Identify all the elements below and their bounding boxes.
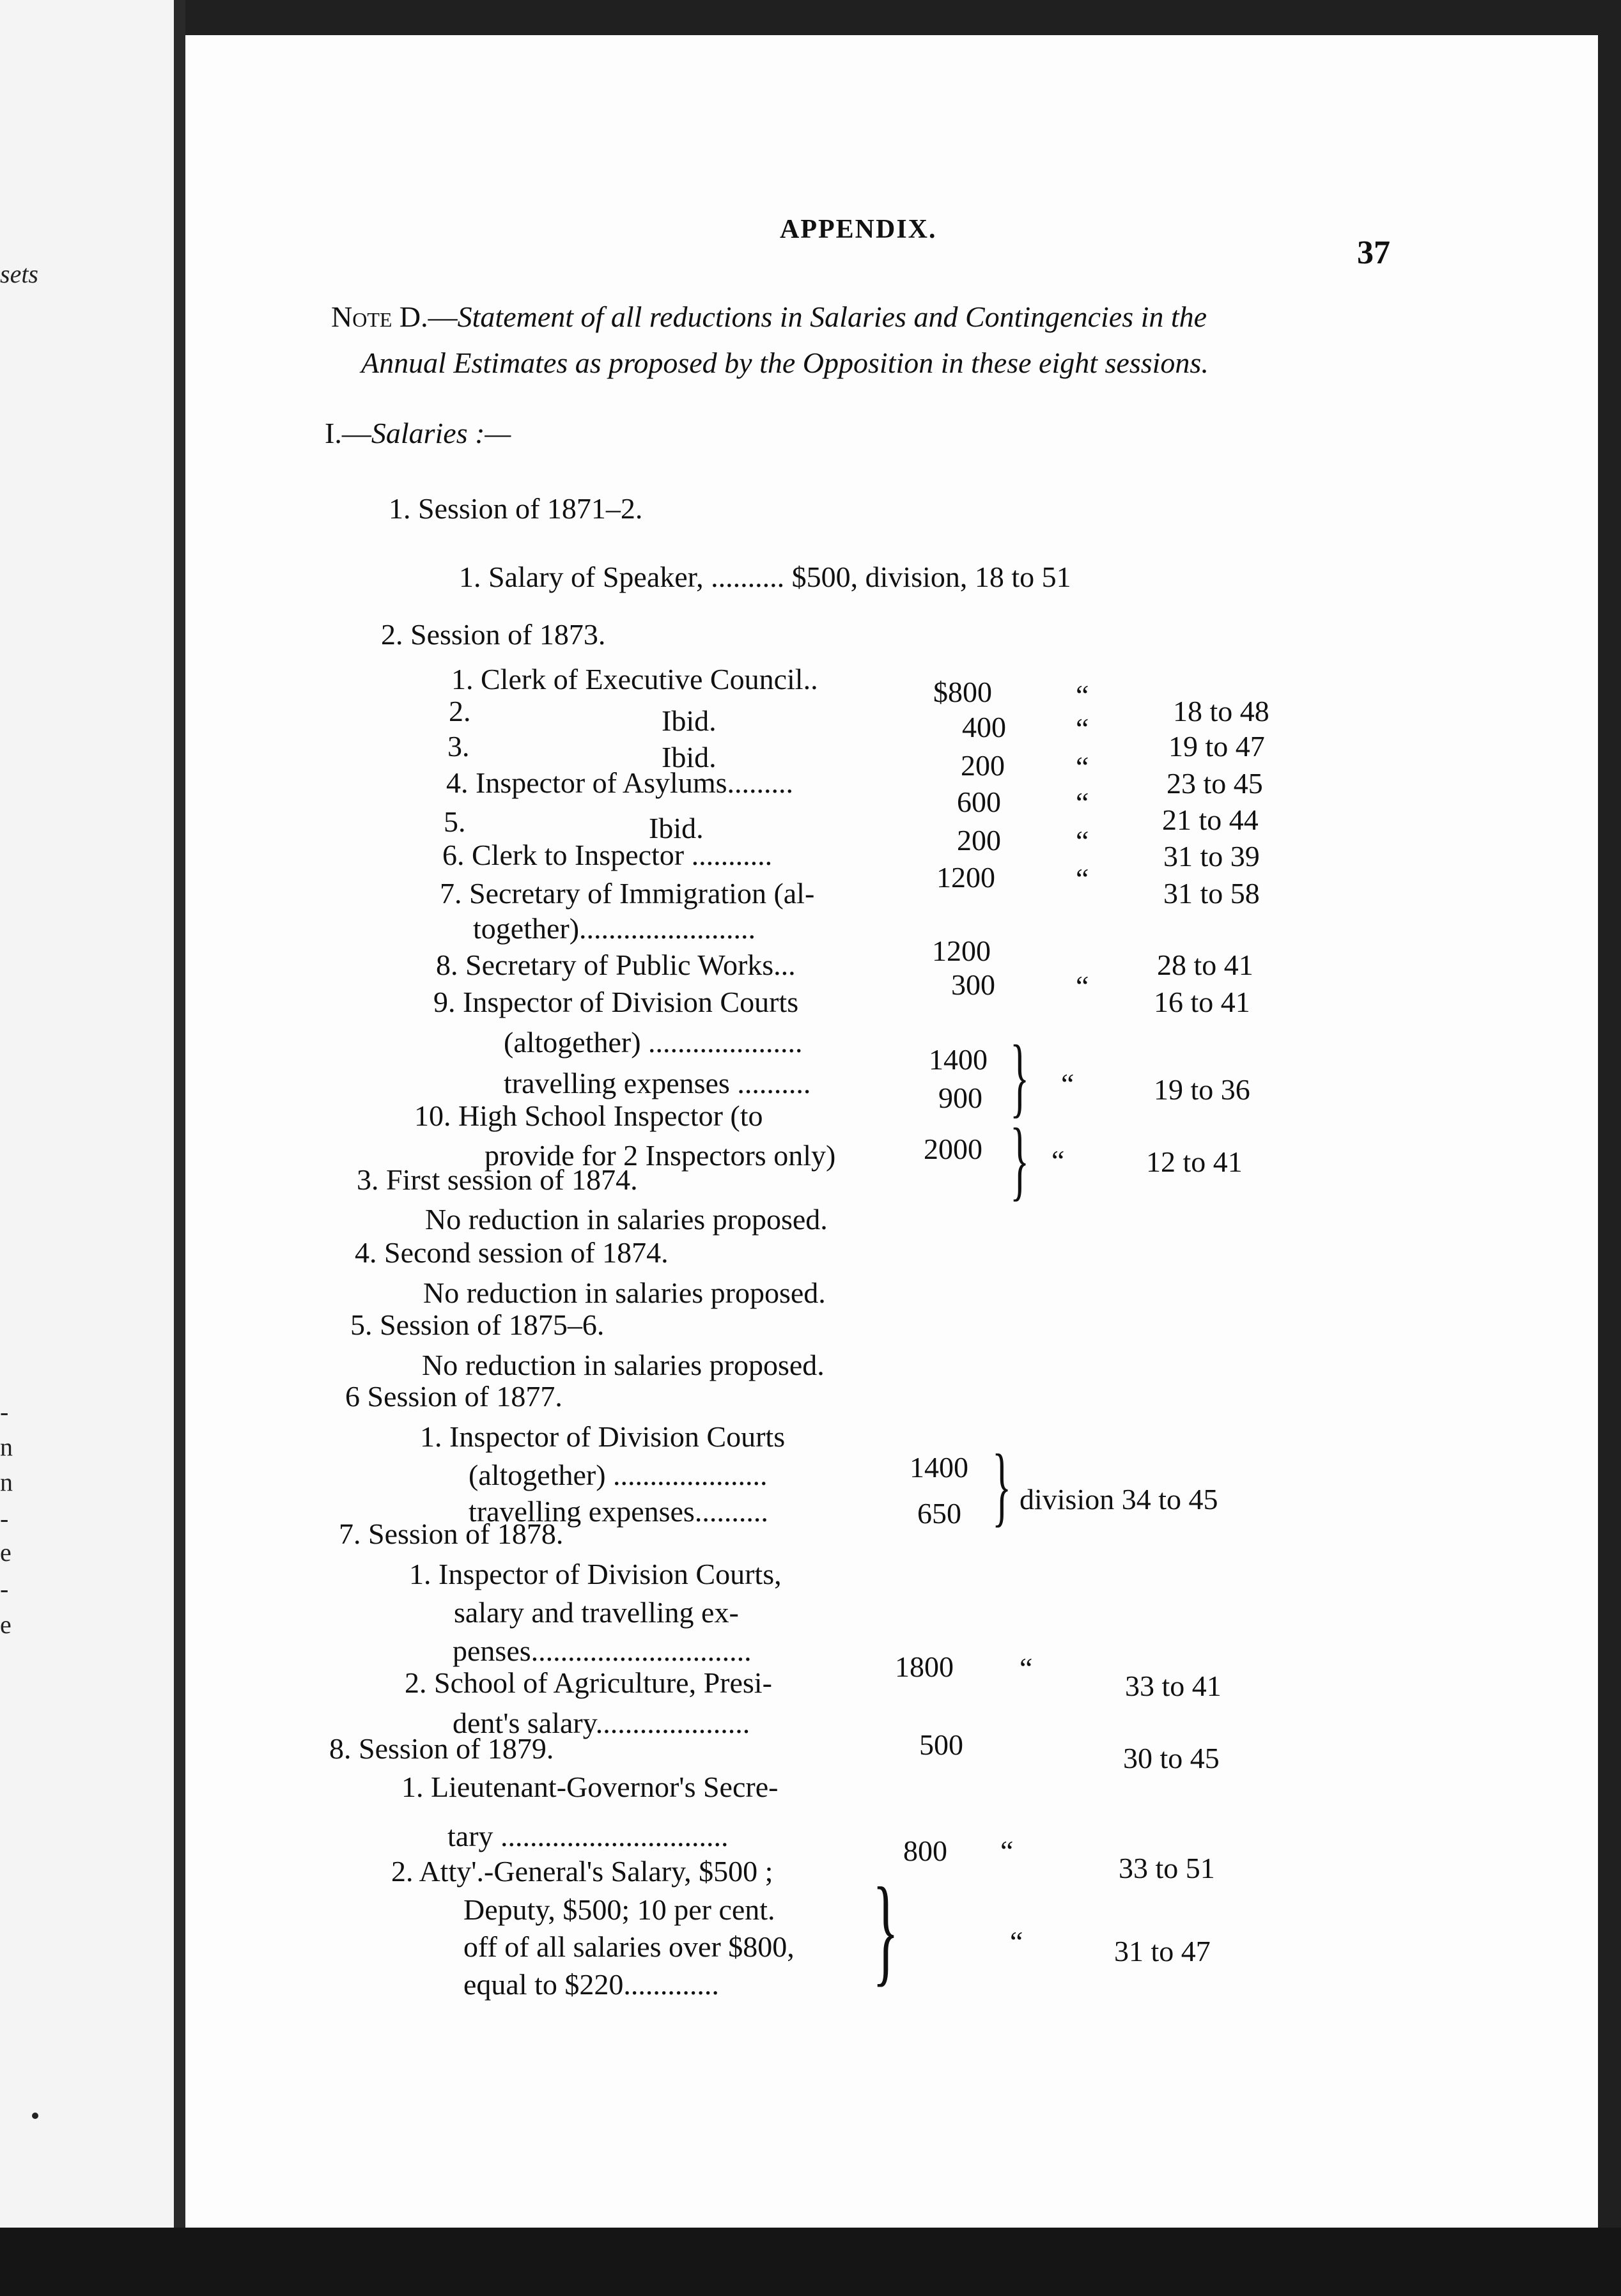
entry-division: 18 to 48 [1173,695,1269,727]
entry-amount: 500 [919,1728,963,1761]
entry-amount: 300 [951,968,995,1001]
entry-division: 23 to 45 [1167,767,1263,800]
entry-label: 6. Clerk to Inspector ........... [442,839,773,871]
entry-amount: 1200 [932,935,991,967]
entry-amount: 400 [962,711,1006,743]
entry-continuation: Deputy, $500; 10 per cent. [463,1893,775,1926]
left-page-fragment: - [0,1397,9,1426]
entry-ditto: “ [1076,862,1089,895]
page-number: 37 [1357,235,1390,271]
entry-continuation: tary ............................... [447,1820,729,1852]
book-page [185,35,1598,2228]
session-heading: 5. Session of 1875–6. [350,1308,605,1341]
entry-label: Ibid. [649,812,704,844]
entry-division: 33 to 41 [1125,1670,1222,1702]
ink-speck [32,2113,38,2119]
entry-division: 31 to 47 [1114,1935,1211,1967]
brace: } [873,1863,899,1997]
entry-amount: $800 [933,676,992,708]
entry-label: 9. Inspector of Division Courts [433,986,799,1018]
entry-division: 19 to 36 [1154,1073,1250,1106]
entry-ditto: “ [1010,1925,1023,1958]
entry-label: 8. Secretary of Public Works... [436,949,796,981]
entry-division: 19 to 47 [1168,730,1265,763]
entry-number: 3. [447,730,470,763]
entry-ditto: “ [1076,970,1089,1002]
note-heading-line1 [331,302,1207,332]
entry-continuation: off of all salaries over $800, [463,1930,795,1963]
session-heading: 3. First session of 1874. [357,1163,638,1196]
section-title: Salaries :— [371,417,511,449]
entry-division: 12 to 41 [1146,1145,1243,1178]
entry-division: division 34 to 45 [1020,1483,1218,1516]
left-page-fragment: e [0,1538,12,1567]
note-label: Note D. [331,300,428,333]
entry-continuation: travelling expenses.......... [469,1495,768,1528]
entry-amount: 200 [961,749,1005,782]
entry-ditto: “ [1076,679,1089,711]
entry-ditto: “ [1051,1144,1065,1177]
entry-label: 1. Lieutenant-Governor's Secre- [401,1771,779,1803]
note-statement-line2: Annual Estimates as proposed by the Opposition in these eight sessions. [361,346,1209,379]
entry-number: 5. [444,805,466,838]
scan-border [0,2228,1621,2296]
session-heading: 2. Session of 1873. [381,618,606,651]
session-note: No reduction in salaries proposed. [422,1349,825,1381]
entry-amount: 1400 [910,1451,968,1484]
section-heading [325,419,511,448]
entry-ditto: “ [1076,750,1089,783]
entry-label: Ibid. [662,704,717,737]
left-page-fragment: n [0,1432,13,1461]
entry-label: 2. Atty'.-General's Salary, $500 ; [391,1855,773,1888]
left-page-fragment: e [0,1610,12,1639]
entry-number: 2. [449,695,471,727]
brace: } [1010,1110,1030,1209]
entry-label: 10. High School Inspector (to [414,1099,763,1132]
brace: } [992,1436,1012,1535]
session-heading: 6 Session of 1877. [345,1380,562,1413]
entry-continuation: equal to $220............. [463,1968,719,2001]
entry-division: 28 to 41 [1157,949,1253,981]
left-page-fragment: - [0,1504,9,1533]
session-heading: 4. Second session of 1874. [355,1236,669,1269]
entry-continuation: provide for 2 Inspectors only) [485,1139,836,1172]
entry-continuation: together)........................ [473,912,756,945]
session-note: No reduction in salaries proposed. [425,1203,828,1236]
book-spine [174,0,185,2231]
entry-division: 21 to 44 [1162,803,1259,836]
entry-continuation: dent's salary..................... [453,1707,750,1739]
brace: } [1010,1027,1030,1126]
entry-continuation: penses.............................. [453,1634,752,1667]
entry-division: 31 to 39 [1163,840,1260,873]
entry-division: 30 to 45 [1123,1742,1220,1774]
entry-ditto: “ [1020,1652,1033,1684]
entry-ditto: “ [1076,825,1089,857]
left-page-fragment: sets [0,260,38,288]
entry-amount: 900 [938,1082,982,1114]
entry-amount: 1800 [895,1650,954,1683]
entry-division: 16 to 41 [1154,986,1250,1018]
entry-ditto: “ [1076,786,1089,819]
entry-label: 7. Secretary of Immigration (al- [440,877,815,910]
entry-label: Ibid. [662,741,717,773]
entry-amount: 650 [917,1497,961,1530]
entry-division: 33 to 51 [1119,1852,1215,1884]
entry-amount: 1200 [936,861,995,894]
entry-amount: 200 [957,824,1001,857]
entry-amount: 2000 [924,1133,982,1165]
left-page [0,0,174,2231]
entry-label: 4. Inspector of Asylums......... [446,766,794,799]
entry-ditto: “ [1000,1834,1014,1867]
entry-label: 1. Clerk of Executive Council.. [451,663,818,695]
session-heading: 7. Session of 1878. [339,1517,564,1550]
section-label: I.— [325,417,371,449]
entry-continuation: salary and travelling ex- [454,1596,739,1629]
entry-label: 2. School of Agriculture, Presi- [405,1666,772,1699]
session-heading: 1. Session of 1871–2. [389,492,643,525]
entry-amount: 1400 [929,1043,988,1076]
salary-entry: 1. Salary of Speaker, .......... $500, division, 18 to 51 [459,561,1071,593]
entry-ditto: “ [1061,1067,1074,1100]
entry-label: 1. Inspector of Division Courts [420,1420,786,1453]
entry-continuation: (altogether) ..................... [469,1459,768,1491]
left-page-fragment: - [0,1574,9,1603]
entry-ditto: “ [1076,712,1089,745]
running-header: APPENDIX. [780,215,937,244]
entry-amount: 800 [903,1834,947,1867]
note-dash: — [428,300,458,333]
note-statement-line1: Statement of all reductions in Salaries and Contingencies in the [457,300,1207,333]
entry-continuation: (altogether) ..................... [504,1026,803,1059]
session-note: No reduction in salaries proposed. [423,1276,826,1309]
entry-amount: 600 [957,786,1001,818]
left-page-fragment: n [0,1468,13,1496]
entry-continuation: travelling expenses .......... [504,1067,811,1099]
entry-division: 31 to 58 [1163,877,1260,910]
entry-label: 1. Inspector of Division Courts, [409,1558,782,1590]
session-heading: 8. Session of 1879. [329,1732,554,1765]
